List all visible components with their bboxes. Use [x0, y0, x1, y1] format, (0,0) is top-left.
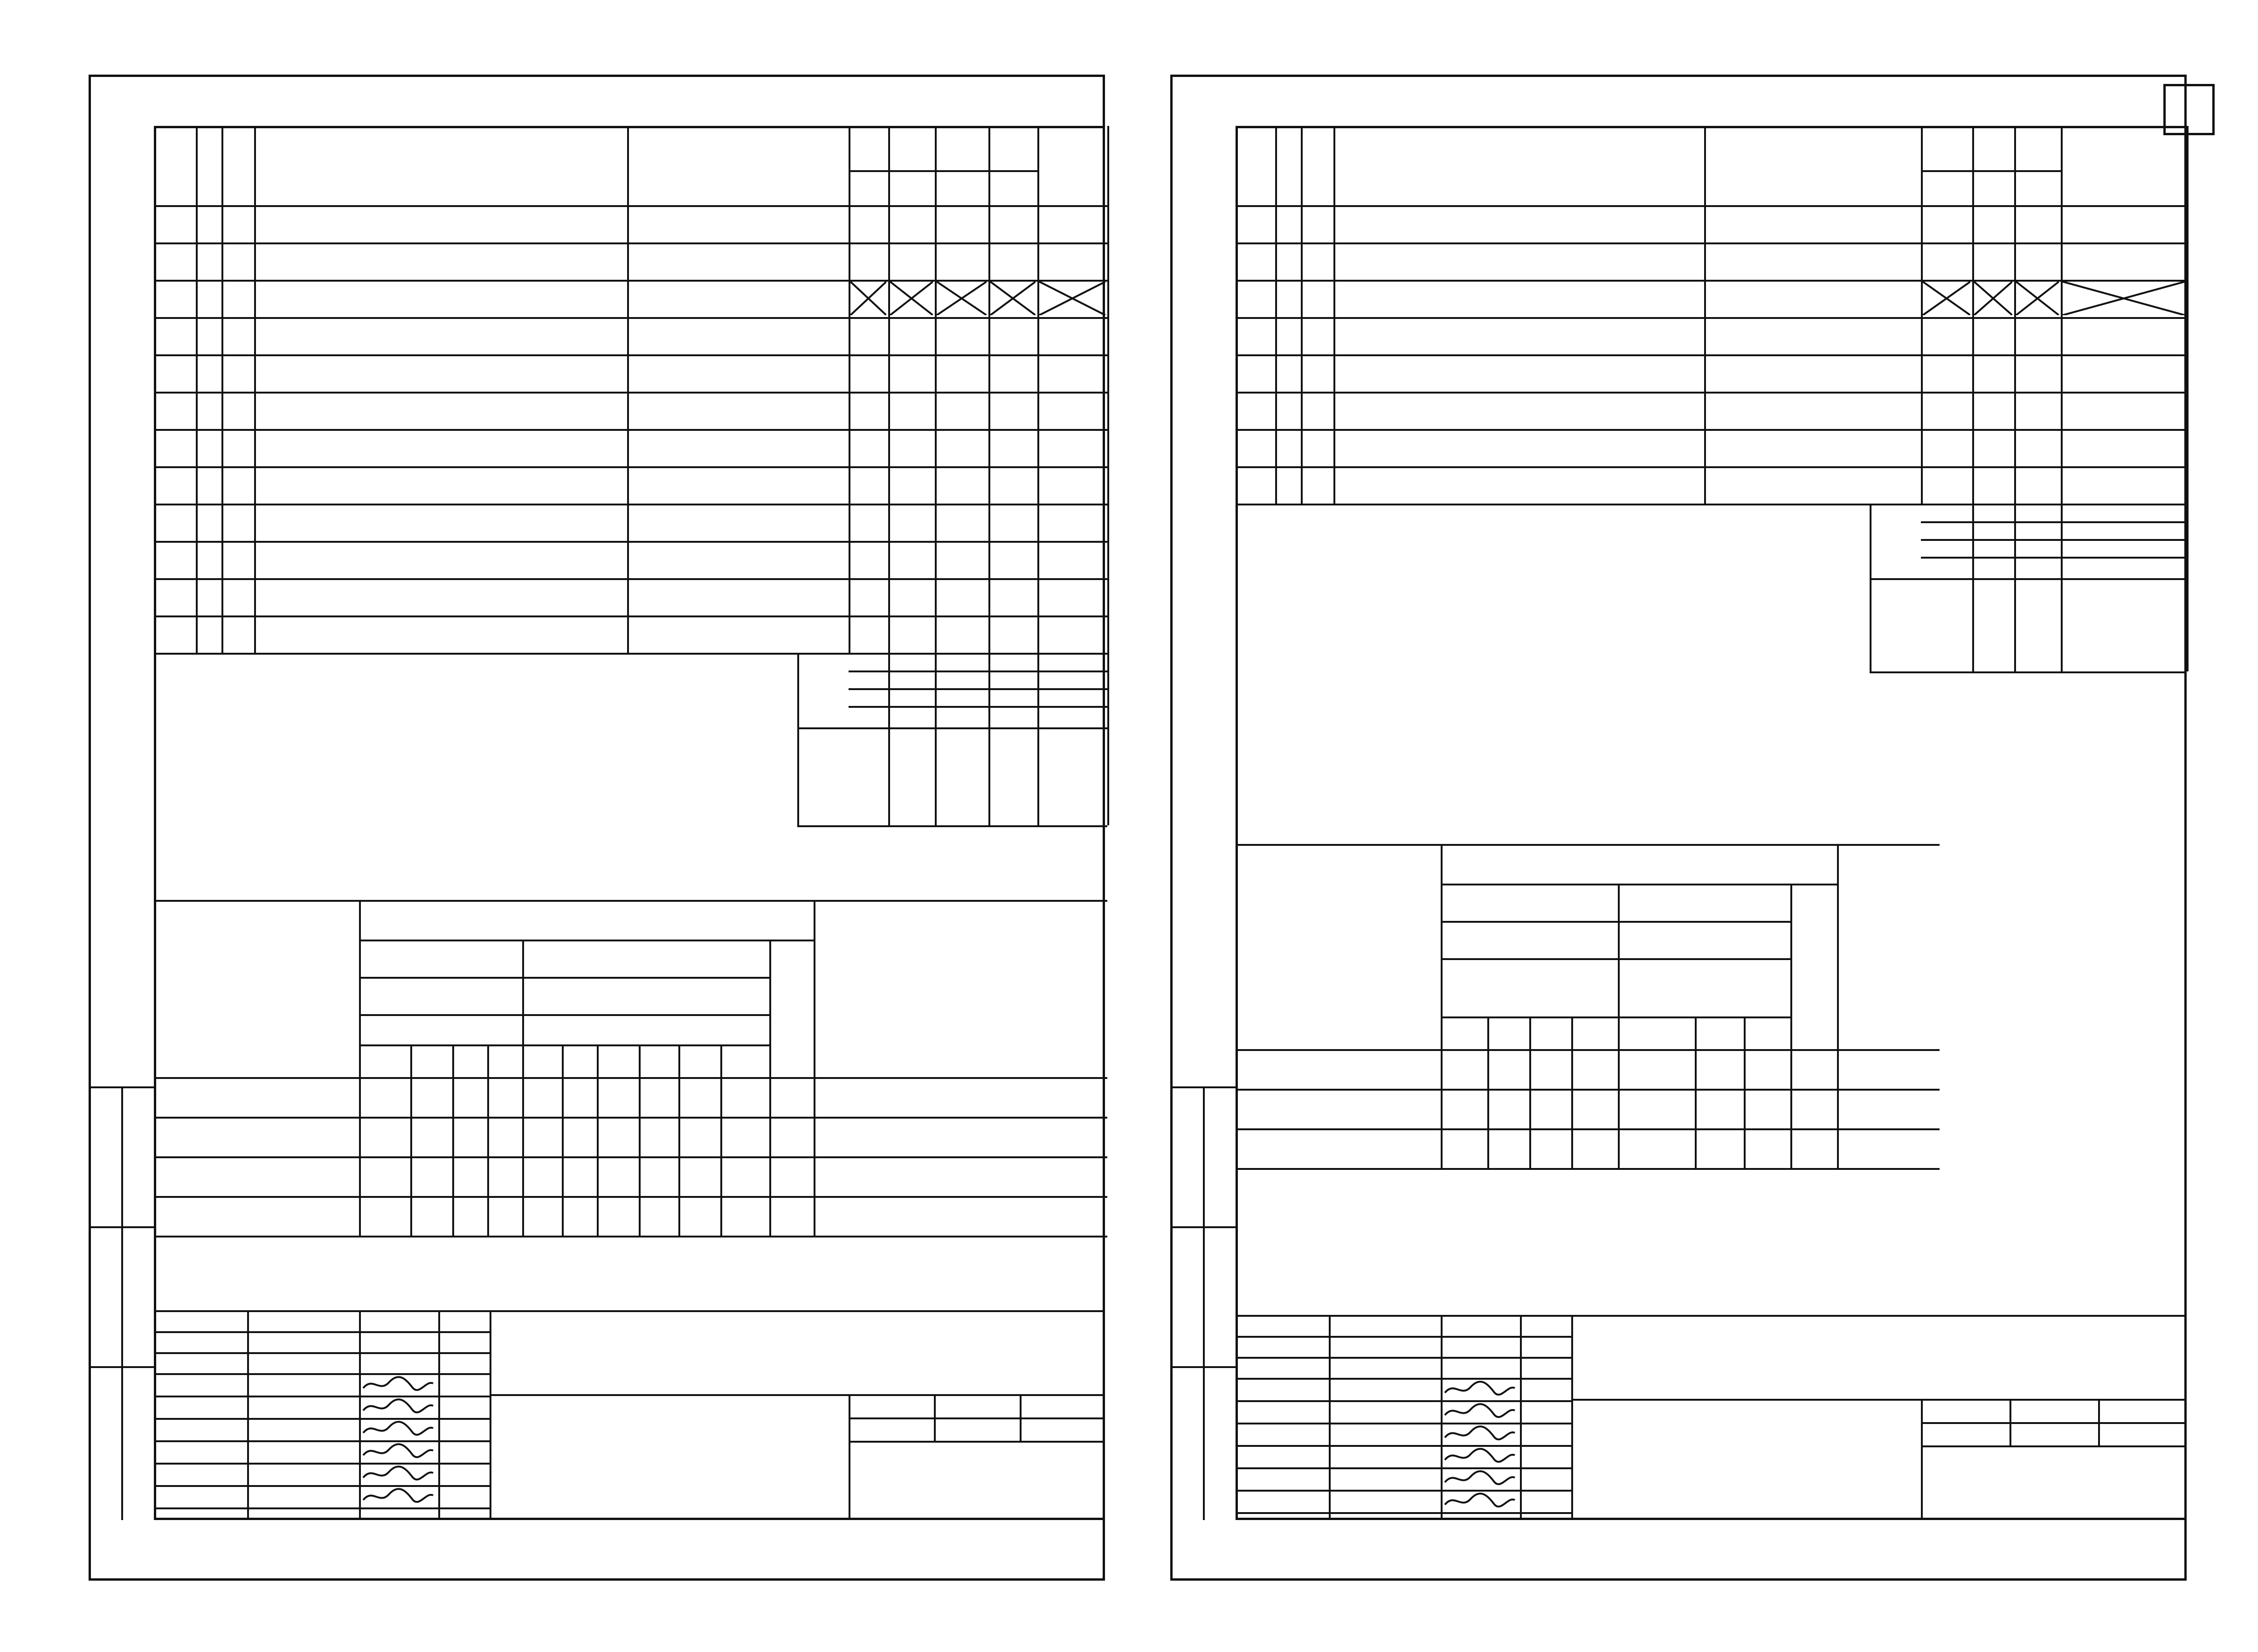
right_sheet-steel-col-line [1487, 1016, 1489, 1168]
left_sheet-steel-row-line [154, 1196, 1107, 1198]
right_sheet-stage-col [2098, 1399, 2100, 1445]
right_sheet-steel-rebar-split [1618, 884, 1620, 1168]
right_sheet-steel-embedded-line [1441, 884, 1837, 885]
right_sheet-steel-col-line [1529, 1016, 1531, 1168]
left_sheet-spec-col-line [988, 126, 990, 825]
left_sheet-stamp-line [154, 1352, 490, 1354]
left_sheet-litera-line [849, 706, 1107, 708]
right_sheet-stamp-line [1236, 1490, 1571, 1492]
right_sheet-spec-col-line [1333, 126, 1335, 504]
signature-icon [361, 1464, 435, 1484]
left_sheet-steel-gost-line [359, 1014, 769, 1016]
right_sheet-spec-row-line [1236, 392, 2187, 394]
left_sheet-code-block-top [797, 653, 1107, 655]
left_sheet-stamp-line [154, 1463, 490, 1465]
left_sheet-spec-col-line [1037, 126, 1039, 825]
right_sheet-side-stamp-line [1170, 1086, 1236, 1088]
left_sheet-stamp-line [154, 1373, 490, 1375]
left_sheet-steel-header-line [154, 1077, 1107, 1079]
left_sheet-code-block-bottom [797, 825, 1107, 827]
right_sheet-stamp-line [1236, 1357, 1571, 1359]
right_sheet-spec-row-line [1236, 466, 2187, 468]
signature-icon [361, 1441, 435, 1462]
left_sheet-stamp-line [154, 1485, 490, 1487]
right_sheet-steel-total-col [1790, 884, 1792, 1168]
left_sheet-steel-rebar-split [522, 940, 524, 1236]
left_sheet-spec-header-line [154, 205, 1107, 207]
right_sheet-litera-line [1921, 521, 2187, 523]
right_sheet-code-block-left [1870, 504, 1871, 671]
right_sheet-steel-row-line [1236, 1089, 1940, 1091]
left_sheet-spec-col-line [849, 126, 850, 653]
cross-mark [890, 282, 933, 315]
left_sheet-steel-cols-line [359, 1044, 769, 1046]
left_sheet-steel-embedded-line [359, 940, 814, 941]
right_sheet-litera-split [1870, 578, 2187, 580]
right_sheet-steel-gost-line [1441, 958, 1790, 960]
right_sheet-steel-mark-col [1441, 844, 1443, 1168]
right_sheet-code-block-bottom [1870, 671, 2187, 673]
right_sheet-spec-row-line [1236, 317, 2187, 319]
left_sheet-steel-row-line [154, 1236, 1107, 1237]
left_sheet-litera-split [797, 727, 1107, 729]
left_sheet-spec-row-line [154, 541, 1107, 543]
right_sheet-steel-col-line [1744, 1016, 1746, 1168]
right_sheet-stamp-line [1236, 1512, 1571, 1514]
right_sheet-stamp-col [1329, 1315, 1331, 1520]
left_sheet-litera-line [849, 670, 1107, 672]
right_sheet-stamp-line [1236, 1400, 1571, 1402]
right_sheet-stamp-line [1236, 1336, 1571, 1338]
cross-mark [1039, 282, 1105, 315]
left_sheet-steel-col-line [410, 1044, 412, 1236]
right_sheet-inner-frame [1236, 126, 2187, 1520]
right_sheet-side-stamp-line [1170, 1366, 1236, 1368]
right_sheet-steel-row-line [1236, 1128, 1940, 1130]
left_sheet-stamp-line [154, 1440, 490, 1442]
right_sheet-spec-row-line [1236, 429, 2187, 431]
signature-icon [361, 1419, 435, 1439]
signature-icon [1443, 1424, 1517, 1444]
left_sheet-side-stamp-line [89, 1086, 154, 1088]
left_sheet-steel-col-line [678, 1044, 680, 1236]
cross-mark [937, 282, 987, 315]
signature-icon [1443, 1468, 1517, 1489]
left_sheet-qty-sub-line [849, 170, 1037, 172]
left_sheet-stamp-line [154, 1418, 490, 1420]
right_sheet-steel-row-line [1236, 1168, 1940, 1170]
left_sheet-steel-top [154, 900, 1107, 902]
left_sheet-spec-col-line [221, 126, 223, 653]
left_sheet-spec-col-line [627, 126, 629, 653]
left_sheet-stamp-col [490, 1310, 491, 1520]
right_sheet-stamp-line [1236, 1423, 1571, 1424]
left_sheet-stage-line [849, 1441, 1105, 1443]
left_sheet-steel-row-line [154, 1156, 1107, 1158]
signature-icon [1443, 1491, 1517, 1511]
right_sheet-spec-col-line [2187, 126, 2189, 671]
cross-mark [2016, 282, 2059, 315]
left_sheet-spec-col-line [1107, 126, 1109, 825]
left_sheet-spec-row-line [154, 466, 1107, 468]
left_sheet-side-stamp-col [121, 1086, 123, 1520]
left_sheet-steel-row-line [154, 1117, 1107, 1119]
right_sheet-side-stamp-col [1203, 1086, 1205, 1520]
right_sheet-litera-line [1921, 557, 2187, 559]
right_sheet-steel-header-line [1236, 1049, 1940, 1051]
left_sheet-stamp-stage-col [849, 1394, 850, 1520]
right_sheet-stage-line [1921, 1422, 2187, 1424]
signature-icon [361, 1374, 435, 1395]
right_sheet-litera-line [1921, 539, 2187, 541]
left_sheet-stamp-mid-line [490, 1394, 1105, 1396]
left_sheet-spec-row-line [154, 429, 1107, 431]
left_sheet-side-stamp-line [89, 1366, 154, 1368]
right_sheet-stamp-line [1236, 1378, 1571, 1380]
right_sheet-spec-col-line [1275, 126, 1277, 504]
right_sheet-stamp-col [1571, 1315, 1573, 1520]
right_sheet-stage-line [1921, 1445, 2187, 1447]
signature-icon [1443, 1446, 1517, 1466]
right_sheet-spec-header-line [1236, 205, 2187, 207]
right_sheet-spec-col-line [2014, 126, 2016, 671]
right_sheet-spec-col-line [2061, 126, 2063, 671]
left_sheet-steel-mark-col [359, 900, 361, 1236]
left_sheet-stamp-line [154, 1396, 490, 1397]
left_sheet-spec-col-line [888, 126, 890, 825]
right_sheet-code-block-top [1870, 504, 2187, 505]
left_sheet-steel-col-line [597, 1044, 599, 1236]
left_sheet-stage-col [934, 1394, 936, 1441]
left_sheet-steel-class-line [359, 977, 769, 979]
right_sheet-stage-col [2009, 1399, 2011, 1445]
left_sheet-spec-row-line [154, 578, 1107, 580]
right_sheet-side-stamp-line [1170, 1226, 1236, 1228]
right_sheet-spec-col-line [1972, 126, 1974, 671]
left_sheet-steel-col-line [562, 1044, 564, 1236]
left_sheet-spec-row-line [154, 242, 1107, 244]
right_sheet-stamp-top [1236, 1315, 2187, 1317]
left_sheet-stage-col [1020, 1394, 1022, 1441]
right_sheet-stamp-stage-col [1921, 1399, 1923, 1520]
left_sheet-spec-col-line [935, 126, 937, 825]
left_sheet-litera-line [849, 688, 1107, 690]
left_sheet-spec-row-line [154, 354, 1107, 356]
signature-icon [1443, 1401, 1517, 1422]
left_sheet-code-block-left [797, 653, 799, 825]
right_sheet-spec-row-line [1236, 354, 2187, 356]
left_sheet-stamp-line [154, 1331, 490, 1333]
left_sheet-steel-col-line [452, 1044, 454, 1236]
cross-mark [990, 282, 1036, 315]
left_sheet-stamp-col [438, 1310, 440, 1520]
right_sheet-steel-col-line [1571, 1016, 1573, 1168]
right_sheet-steel-top [1236, 844, 1940, 846]
right_sheet-steel-class-line [1441, 921, 1790, 923]
left_sheet-stage-line [849, 1417, 1105, 1419]
right_sheet-spec-col-line [1301, 126, 1303, 504]
cross-mark [1923, 282, 1970, 315]
right_sheet-spec-col-line [1704, 126, 1706, 504]
signature-icon [1443, 1379, 1517, 1399]
left_sheet-spec-row-line [154, 392, 1107, 394]
right_sheet-spec-row-line [1236, 242, 2187, 244]
right_sheet-stamp-line [1236, 1445, 1571, 1447]
cross-mark [1974, 282, 2012, 315]
right_sheet-stamp-mid-line [1571, 1399, 2187, 1401]
right_sheet-stamp-col [1520, 1315, 1522, 1520]
left_sheet-spec-row-line [154, 615, 1107, 617]
right_sheet-stamp-line [1236, 1467, 1571, 1469]
left_sheet-steel-overall-col [814, 900, 815, 1236]
left_sheet-spec-row-line [154, 504, 1107, 505]
left_sheet-steel-col-line [487, 1044, 489, 1236]
left_sheet-steel-col-line [639, 1044, 641, 1236]
right_sheet-qty-sub-line [1921, 170, 2061, 172]
signature-icon [361, 1486, 435, 1507]
left_sheet-spec-col-line [196, 126, 198, 653]
left_sheet-spec-col-line [254, 126, 256, 653]
signature-icon [361, 1396, 435, 1417]
right_sheet-steel-cols-line [1441, 1016, 1790, 1018]
cross-mark [2063, 282, 2185, 315]
left_sheet-steel-total-col [769, 940, 771, 1236]
right_sheet-steel-col-line [1695, 1016, 1697, 1168]
right_sheet-steel-overall-col [1837, 844, 1839, 1168]
left_sheet-stamp-top [154, 1310, 1105, 1312]
left_sheet-stamp-col [247, 1310, 249, 1520]
cross-mark [850, 282, 886, 315]
left_sheet-stamp-line [154, 1507, 490, 1509]
left_sheet-spec-row-line [154, 317, 1107, 319]
left_sheet-side-stamp-line [89, 1226, 154, 1228]
left_sheet-steel-col-line [720, 1044, 722, 1236]
